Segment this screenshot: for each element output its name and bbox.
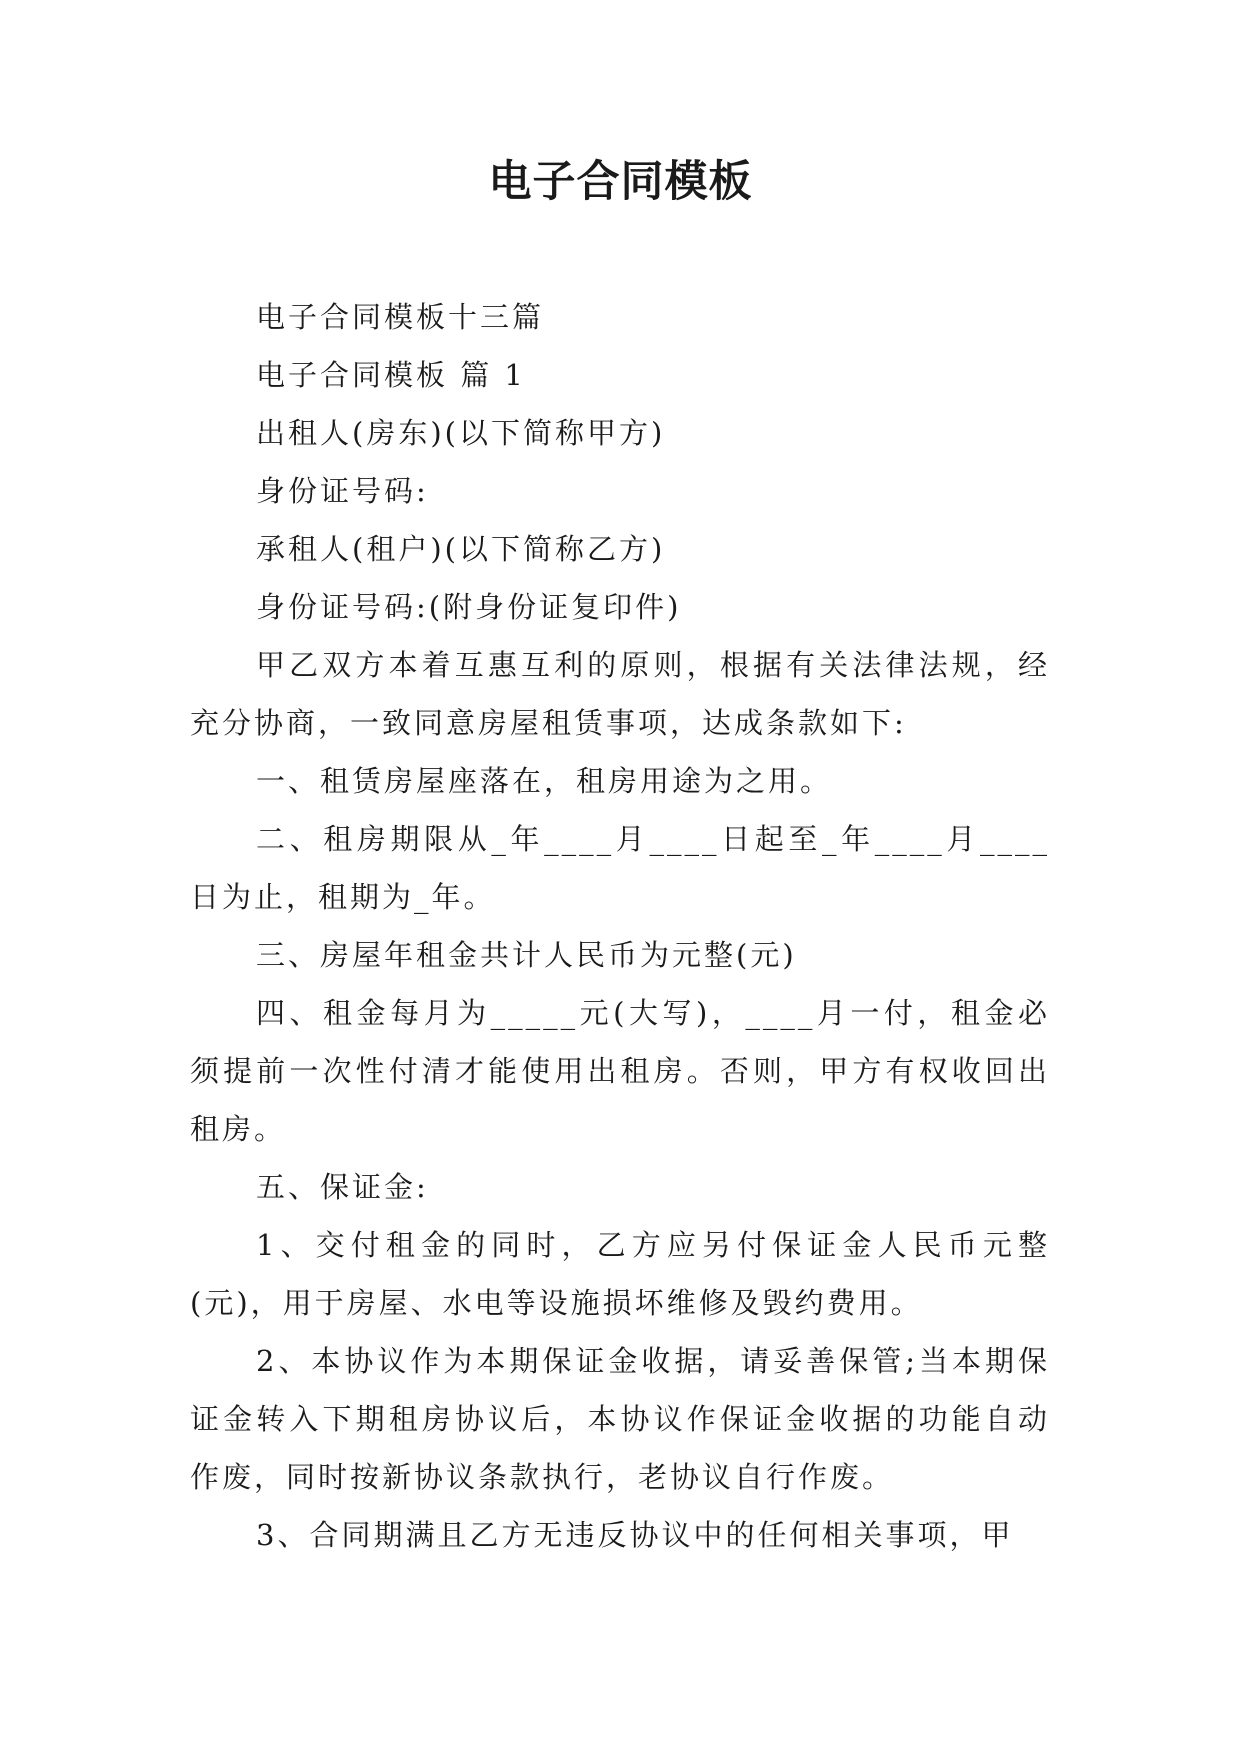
paragraph-clause-3: 三、房屋年租金共计人民币为元整(元) <box>256 938 797 972</box>
paragraph-clause-2: 二、租房期限从_年____月____日起至_年____月____日为止，租期为_年。 <box>190 822 1050 914</box>
paragraph-lessor-id: 身份证号码: <box>256 474 429 508</box>
paragraph-deposit-2: 2、本协议作为本期保证金收据，请妥善保管;当本期保证金转入下期租房协议后，本协议作保证金收据的功能自动作废，同时按新协议条款执行，老协议自行作废。 <box>190 1344 1050 1494</box>
paragraph-section-heading: 电子合同模板 篇 1 <box>256 358 526 392</box>
paragraph-deposit-3: 3、合同期满且乙方无违反协议中的任何相关事项，甲 <box>256 1518 1014 1552</box>
document-body <box>190 288 1050 1564</box>
paragraph-lessor: 出租人(房东)(以下简称甲方) <box>256 416 666 450</box>
paragraph-clause-4: 四、租金每月为_____元(大写)，____月一付，租金必须提前一次性付清才能使用出租房。否则，甲方有权收回出租房。 <box>190 996 1050 1146</box>
paragraph-lessee-id: 身份证号码:(附身份证复印件) <box>256 590 682 624</box>
paragraph-lessee: 承租人(租户)(以下简称乙方) <box>256 532 666 566</box>
paragraph-clause-5: 五、保证金: <box>256 1170 429 1204</box>
document-title: 电子合同模板 <box>488 157 753 207</box>
paragraph-deposit-1: 1、交付租金的同时，乙方应另付保证金人民币元整(元)，用于房屋、水电等设施损坏维修及毁约费用。 <box>190 1228 1050 1320</box>
paragraph-preamble: 甲乙双方本着互惠互利的原则，根据有关法律法规，经充分协商，一致同意房屋租赁事项，达成条款如下: <box>190 648 1050 740</box>
paragraph-clause-1: 一、租赁房屋座落在，租房用途为之用。 <box>256 764 833 798</box>
paragraph-subtitle: 电子合同模板十三篇 <box>256 300 545 334</box>
